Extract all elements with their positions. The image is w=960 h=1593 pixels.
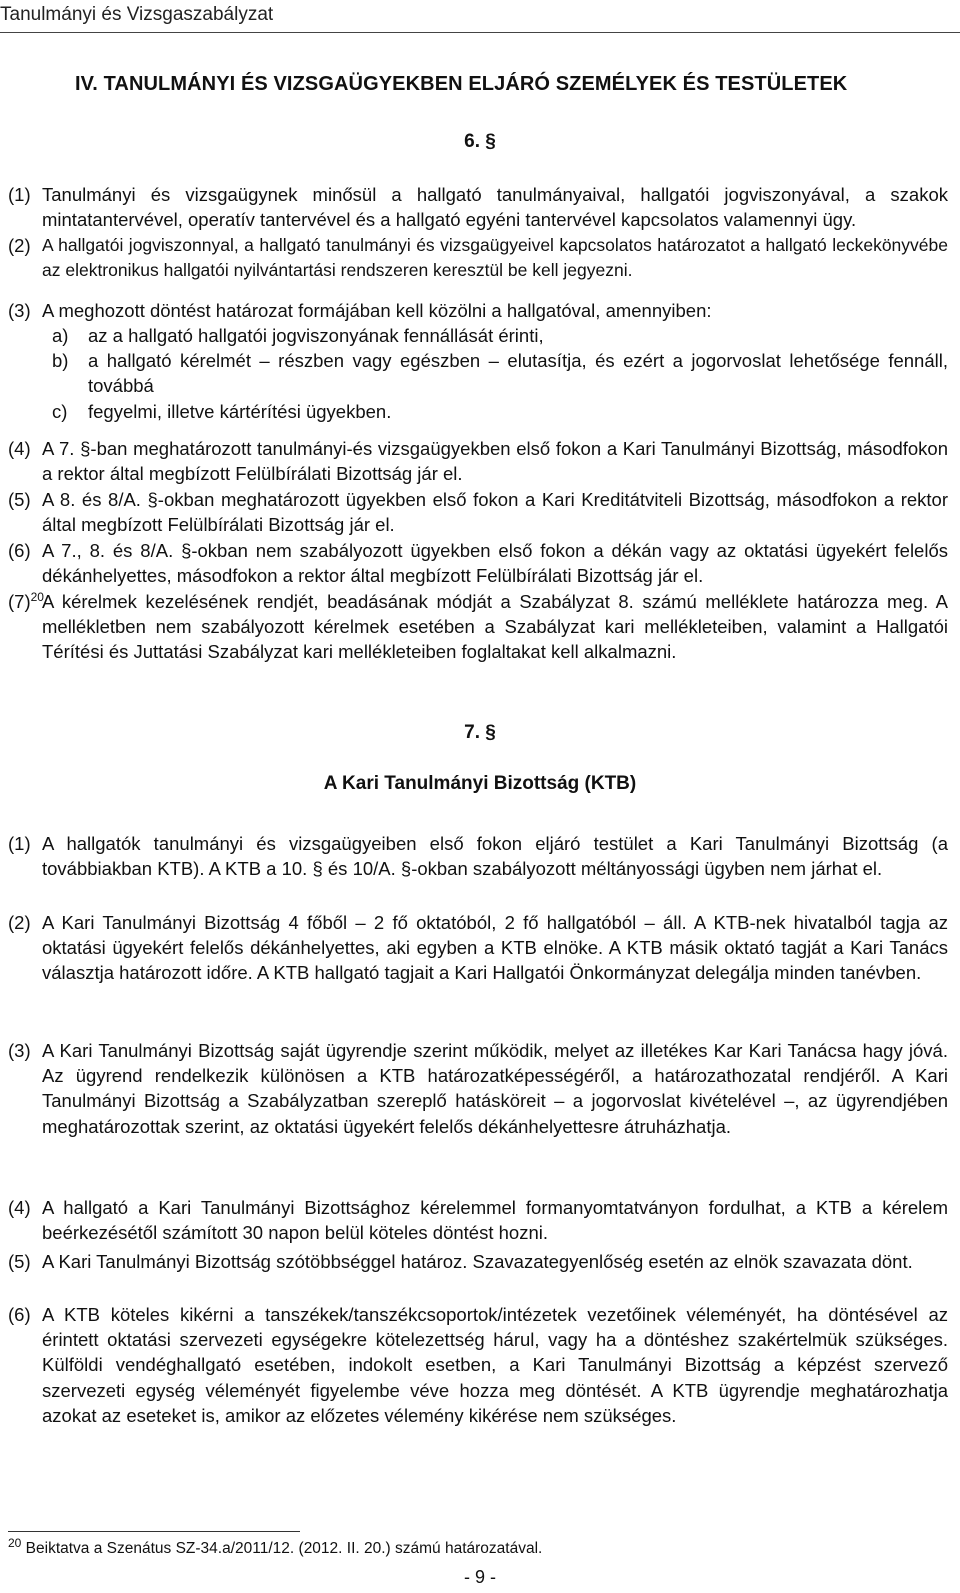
s7-paragraph-3 bbox=[8, 1038, 948, 1139]
paragraph-text: A hallgatói jogviszonnyal, a hallgató tanulmányi és vizsgaügyeivel kapcsolatos határozatot a hallgató leckekönyvébe az elektronikus hallgatói nyilvántartási rendszeren keresztül be kell jegyezni. bbox=[42, 235, 948, 281]
section-7-number: 7. § bbox=[464, 722, 496, 743]
s6-paragraph-3-items bbox=[52, 323, 948, 424]
paragraph-number: (4) bbox=[8, 438, 31, 459]
footnote-text: Beiktatva a Szenátus SZ-34.a/2011/12. (2012. II. 20.) számú határozatával. bbox=[25, 1540, 543, 1557]
s6-paragraph-2 bbox=[8, 233, 948, 283]
paragraph-number: (6) bbox=[8, 1304, 31, 1325]
paragraph-text: A hallgatók tanulmányi és vizsgaügyeiben első fokon eljáró testület a Kari Tanulmányi Bizottság (a továbbiakban KTB). A KTB a 10. § és 10/A. §-okban szabályozott méltányossági ügyben nem járhat el. bbox=[42, 833, 948, 880]
section-7-title: A Kari Tanulmányi Bizottság (KTB) bbox=[323, 773, 637, 794]
item-label: a) bbox=[52, 325, 69, 346]
header-divider bbox=[0, 32, 960, 33]
paragraph-number: (6) bbox=[8, 540, 31, 561]
item-label: c) bbox=[52, 400, 68, 422]
paragraph-text: A 7., 8. és 8/A. §-okban nem szabályozott ügyekben első fokon a dékán vagy az oktatási ügyekért felelős dékánhelyettes, másodfokon a rektor által megbízott Felülbírálati Bizottság jár el. bbox=[42, 540, 948, 587]
s7-paragraph-1 bbox=[8, 831, 948, 881]
paragraph-number: (1) bbox=[8, 833, 31, 854]
item-label: b) bbox=[52, 350, 69, 372]
paragraph-text: A kérelmek kezelésének rendjét, beadásának módját a Szabályzat 8. számú melléklete határozza meg. A mellékletben nem szabályozott kérelmek esetében a Szabályzat kari mellékleteiben, valamint a Hallgatói Térítési és Juttatási Szabályzat kari mellékleteiben foglaltakat kell alkalmazni. bbox=[42, 591, 948, 663]
paragraph-text: A 8. és 8/A. §-okban meghatározott ügyekben első fokon a Kari Kreditátviteli Bizottság, másodfokon a rektor által megbízott Felülbírálati Bizottság jár el. bbox=[42, 489, 948, 536]
list-item bbox=[52, 323, 948, 348]
paragraph-number: (2) bbox=[8, 235, 31, 256]
s6-paragraph-5 bbox=[8, 487, 948, 537]
item-text: fegyelmi, illetve kártérítési ügyekben. bbox=[88, 400, 392, 422]
s7-paragraph-4 bbox=[8, 1195, 948, 1245]
s6-paragraph-3 bbox=[8, 298, 948, 323]
s7-paragraph-5 bbox=[8, 1249, 948, 1274]
paragraph-number: (4) bbox=[8, 1197, 31, 1218]
running-header: Tanulmányi és Vizsgaszabályzat bbox=[0, 4, 274, 25]
paragraph-text: Tanulmányi és vizsgaügynek minősül a hallgató tanulmányaival, hallgatói jogviszonyával, a szakok mintatantervével, operatív tantervével és a hallgató egyéni tantervével kapcsolatos valamennyi ügy. bbox=[42, 184, 948, 231]
footnote bbox=[8, 1535, 543, 1558]
paragraph-text: A KTB köteles kikérni a tanszékek/tanszékcsoportok/intézetek vezetőinek véleményét, ha döntésével az érintett oktatási szervezeti egységekre kötelezettség hárul, vagy ha a döntéshez szakértelmük szükséges. Külföldi vendéghallgató esetében, indokolt esetben, a Kari Tanulmányi Bizottság a képzést szervező szervezeti egység véleményét figyelembe véve hozza meg döntését. A KTB ügyrendje meghatározhatja azokat az eseteket is, amikor az előzetes vélemény kikérése nem szükséges. bbox=[42, 1304, 948, 1426]
paragraph-text: A 7. §-ban meghatározott tanulmányi-és vizsgaügyekben első fokon a Kari Tanulmányi Bizottság, másodfokon a rektor által megbízott Felülbírálati Bizottság jár el. bbox=[42, 438, 948, 485]
paragraph-number: (5) bbox=[8, 489, 31, 510]
paragraph-text: A hallgató a Kari Tanulmányi Bizottsághoz kérelemmel formanyomtatványon fordulhat, a KTB a kérelem beérkezésétől számított 30 napon belül köteles döntést hozni. bbox=[42, 1197, 948, 1244]
paragraph-number: (2) bbox=[8, 912, 31, 933]
s6-paragraph-6 bbox=[8, 538, 948, 588]
paragraph-number: $(7)^{20}$ bbox=[8, 589, 44, 612]
s6-paragraph-7 bbox=[8, 589, 948, 665]
page-number: - 9 - bbox=[463, 1567, 496, 1587]
paragraph-text: A Kari Tanulmányi Bizottság szótöbbséggel határoz. Szavazategyenlőség esetén az elnök szavazata dönt. bbox=[42, 1251, 913, 1272]
s6-paragraph-4 bbox=[8, 436, 948, 486]
footnote-divider bbox=[8, 1531, 300, 1532]
paragraph-text: A Kari Tanulmányi Bizottság saját ügyrendje szerint működik, melyet az illetékes Kar Kari Tanácsa hagy jóvá. Az ügyrend rendelkezik különösen a KTB határozatképességéről, a határozathozatal rendjéről. A Kari Tanulmányi Bizottság a Szabályzatban szereplő hatásköreit – a jogorvoslat kivételével –, az ügyrendjében meghatározottak szerint, az oktatási ügyekért felelős dékánhelyettesre átruházhatja. bbox=[42, 1040, 948, 1137]
footnote-number: 20 bbox=[8, 1535, 22, 1550]
paragraph-text: A meghozott döntést határozat formájában kell közölni a hallgatóval, amennyiben: bbox=[42, 300, 712, 321]
s7-paragraph-2 bbox=[8, 910, 948, 986]
paragraph-number: (3) bbox=[8, 1040, 31, 1061]
list-item bbox=[52, 348, 948, 398]
s6-paragraph-1 bbox=[8, 182, 948, 232]
list-item bbox=[52, 399, 948, 424]
paragraph-text: A Kari Tanulmányi Bizottság 4 főből – 2 fő oktatóból, 2 fő hallgatóból – áll. A KTB-nek hivatalból tagja az oktatási ügyekért felelős dékánhelyettes, aki egyben a KTB elnöke. A KTB másik oktató tagját a Kari Tanács választja határozott időre. A KTB hallgató tagjait a Kari Hallgatói Önkormányzat delegálja minden tanévben. bbox=[42, 912, 948, 984]
section-6-number: 6. § bbox=[464, 131, 496, 152]
s7-paragraph-6 bbox=[8, 1302, 948, 1428]
item-text: az a hallgató hallgatói jogviszonyának fennállását érinti, bbox=[88, 325, 544, 346]
paragraph-number: (5) bbox=[8, 1251, 31, 1272]
paragraph-number: (1) bbox=[8, 184, 31, 205]
paragraph-number: (3) bbox=[8, 300, 31, 321]
item-text: a hallgató kérelmét – részben vagy egészben – elutasítja, és ezért a jogorvoslat lehetősége fennáll, továbbá bbox=[88, 350, 948, 397]
chapter-title: IV. TANULMÁNYI ÉS VIZSGAÜGYEKBEN ELJÁRÓ SZEMÉLYEK ÉS TESTÜLETEK bbox=[75, 73, 848, 95]
footnote-ref[interactable]: 20 bbox=[30, 589, 44, 604]
